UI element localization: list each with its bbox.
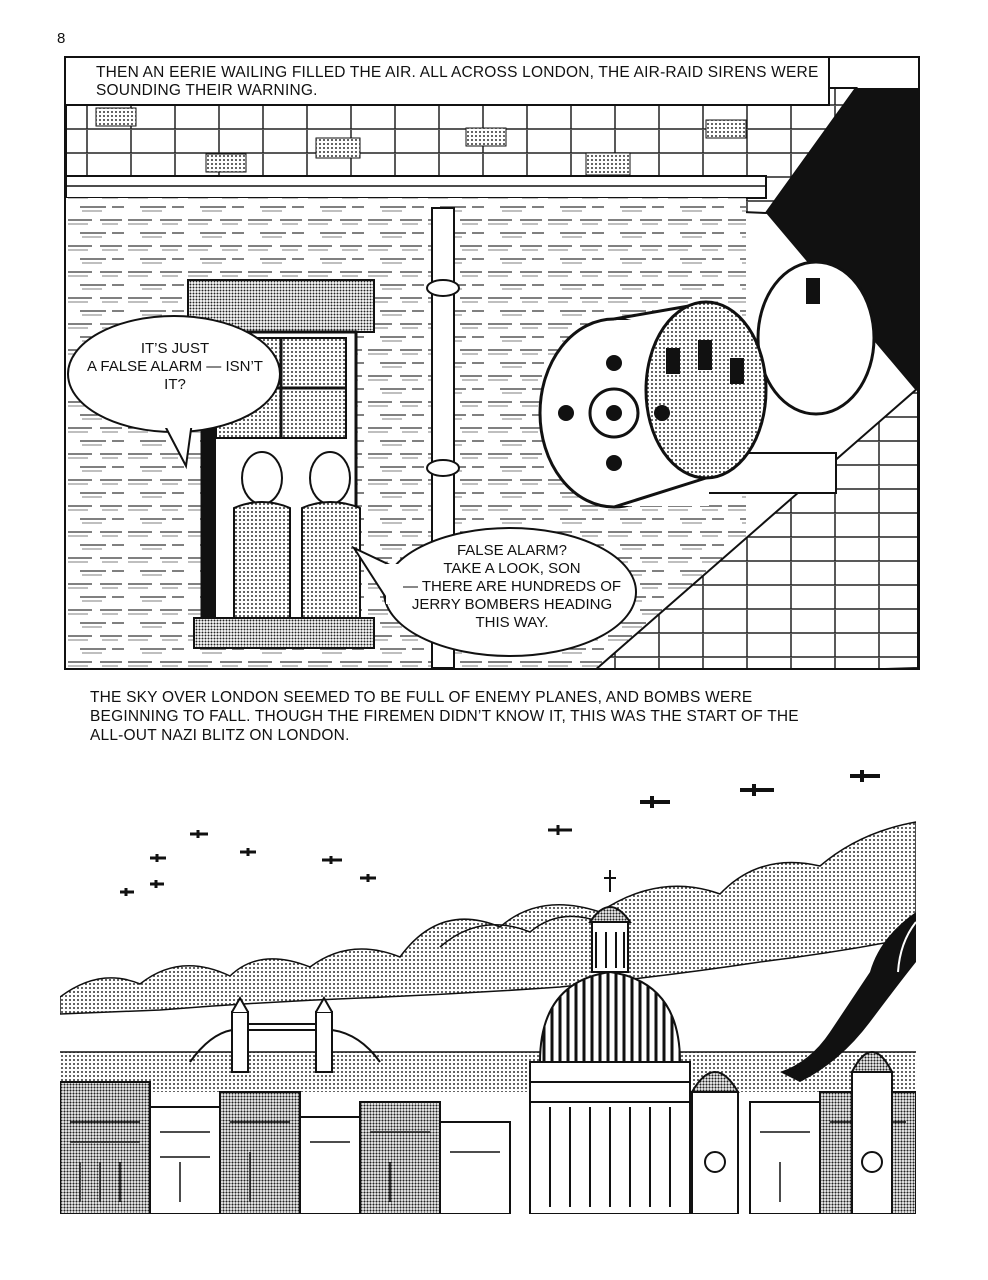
balloon-line: IT? bbox=[164, 376, 186, 393]
balloon-line: A FALSE ALARM — ISN’T bbox=[87, 358, 263, 375]
panel1-caption-line: THEN AN EERIE WAILING FILLED THE AIR. ALL ACROSS LONDON, THE AIR-RAID SIRENS WERE bbox=[96, 64, 819, 81]
balloon-line: — THERE ARE HUNDREDS OF bbox=[402, 578, 622, 595]
balloon-line: TAKE A LOOK, SON bbox=[443, 560, 581, 577]
panel1-caption-line: SOUNDING THEIR WARNING. bbox=[96, 82, 318, 99]
speech-balloon-left bbox=[70, 340, 280, 394]
narration-caption bbox=[90, 688, 910, 745]
panel-london-skyline bbox=[60, 762, 916, 1214]
city-buildings bbox=[60, 1082, 916, 1214]
page-number: 8 bbox=[57, 30, 66, 47]
speech-balloon-right bbox=[390, 542, 634, 632]
caption-line: ALL-OUT NAZI BLITZ ON LONDON. bbox=[90, 727, 350, 744]
balloon-line: FALSE ALARM? bbox=[456, 542, 568, 559]
panel1-caption bbox=[66, 58, 830, 106]
caption-line: BEGINNING TO FALL. THOUGH THE FIREMEN DIDN’T KNOW IT, THIS WAS THE START OF THE bbox=[90, 708, 799, 725]
balloon-line: JERRY BOMBERS HEADING bbox=[411, 596, 613, 613]
caption-line: THE SKY OVER LONDON SEEMED TO BE FULL OF ENEMY PLANES, AND BOMBS WERE bbox=[90, 689, 753, 706]
london-skyline-illustration bbox=[60, 762, 916, 1214]
panel-rooftop-siren bbox=[64, 56, 920, 670]
balloon-line: IT’S JUST bbox=[140, 340, 210, 357]
balloon-line: THIS WAY. bbox=[475, 614, 549, 631]
